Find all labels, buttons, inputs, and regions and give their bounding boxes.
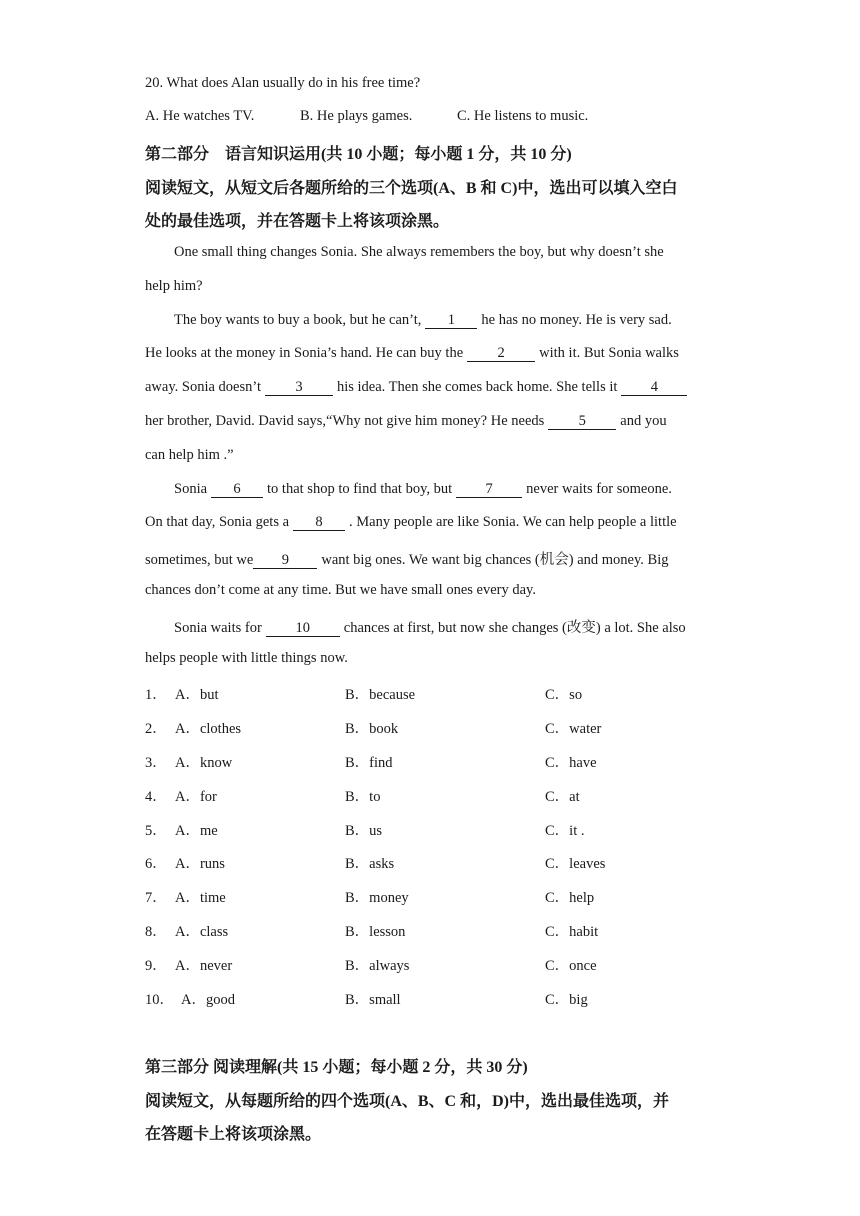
option-number: 7． (145, 890, 167, 906)
option-a: A．for (175, 789, 217, 805)
part3-instruction-line1: 阅读短文，从每题所给的四个选项(A、B、C 和，D)中，选出最佳选项，并 (145, 1093, 669, 1110)
passage-line: her brother, David. David says,“Why not give him money? He needs 5 and you (145, 413, 667, 429)
option-c: C．have (545, 755, 597, 771)
option-a: A. He watches TV. (145, 108, 255, 124)
option-b: B．asks (345, 856, 395, 872)
option-number: 2． (145, 721, 167, 737)
option-c: C．help (545, 890, 595, 906)
passage-line: On that day, Sonia gets a 8 . Many people are like Sonia. We can help people a little (145, 514, 677, 530)
blank-7: 7 (456, 481, 522, 498)
blank-10: 10 (266, 620, 340, 637)
option-b: B．always (345, 958, 410, 974)
passage-line: help him? (145, 278, 203, 294)
option-a: A．runs (175, 856, 225, 872)
option-number: 8． (145, 924, 167, 940)
options-row-1 (145, 683, 745, 703)
passage-line: can help him .” (145, 447, 234, 463)
option-a: A．but (175, 687, 219, 703)
passage-line: chances don’t come at any time. But we have small ones every day. (145, 582, 536, 598)
options-row-3 (145, 751, 745, 771)
option-c: C．at (545, 789, 580, 805)
option-a: A．me (175, 823, 218, 839)
option-b: B．lesson (345, 924, 406, 940)
option-c: C．so (545, 687, 583, 703)
blank-5: 5 (548, 413, 616, 430)
blank-2: 2 (467, 345, 535, 362)
blank-6: 6 (211, 481, 263, 498)
option-number: 6． (145, 856, 167, 872)
options-row-10 (145, 988, 745, 1008)
passage-line: He looks at the money in Sonia’s hand. He can buy the 2 with it. But Sonia walks (145, 345, 679, 361)
blank-8: 8 (293, 514, 345, 531)
option-b: B. He plays games. (300, 108, 413, 124)
option-a: A．clothes (175, 721, 242, 737)
option-b: B．to (345, 789, 381, 805)
option-a: A．good (181, 992, 235, 1008)
option-b: B．money (345, 890, 409, 906)
option-b: B．find (345, 755, 393, 771)
passage-line: sometimes, but we 9 want big ones. We want big chances (机会) and money. Big (145, 552, 669, 568)
option-a: A．time (175, 890, 226, 906)
part2-instruction-line2: 处的最佳选项，并在答题卡上将该项涂黑。 (145, 213, 450, 230)
option-a: A．class (175, 924, 229, 940)
option-b: B．small (345, 992, 401, 1008)
passage-line: helps people with little things now. (145, 650, 348, 666)
option-b: B．us (345, 823, 383, 839)
option-c: C. He listens to music. (457, 108, 589, 124)
option-b: B．book (345, 721, 399, 737)
option-a: A．know (175, 755, 233, 771)
option-number: 10． (145, 992, 174, 1008)
part3-heading: 第三部分 阅读理解(共 15 小题；每小题 2 分，共 30 分) (145, 1059, 528, 1076)
option-number: 3． (145, 755, 167, 771)
blank-3: 3 (265, 379, 333, 396)
option-number: 9． (145, 958, 167, 974)
passage-line: away. Sonia doesn’t 3 his idea. Then she comes back home. She tells it 4 (145, 379, 691, 396)
option-number: 1． (145, 687, 167, 703)
options-row-8 (145, 920, 745, 940)
option-c: C．leaves (545, 856, 606, 872)
options-row-9 (145, 954, 745, 974)
question-20-options (145, 108, 589, 125)
part2-heading: 第二部分 语言知识运用(共 10 小题；每小题 1 分，共 10 分) (145, 146, 572, 163)
option-c: C．it . (545, 823, 585, 839)
part3-instruction-line2: 在答题卡上将该项涂黑。 (145, 1126, 322, 1143)
passage-line: Sonia 6 to that shop to find that boy, but 7 never waits for someone. (174, 481, 672, 497)
options-row-4 (145, 785, 745, 805)
option-c: C．big (545, 992, 588, 1008)
option-a: A．never (175, 958, 233, 974)
blank-4: 4 (621, 379, 687, 396)
options-row-5 (145, 819, 745, 839)
option-c: C．habit (545, 924, 599, 940)
option-number: 5． (145, 823, 167, 839)
passage-line: Sonia waits for 10 chances at first, but now she changes (改变) a lot. She also (174, 620, 686, 636)
options-row-7 (145, 886, 745, 906)
passage-line: One small thing changes Sonia. She always remembers the boy, but why doesn’t she (174, 244, 664, 260)
option-number: 4． (145, 789, 167, 805)
blank-9: 9 (253, 552, 317, 569)
part2-instruction-line1: 阅读短文，从短文后各题所给的三个选项(A、B 和 C)中，选出可以填入空白 (145, 180, 678, 197)
options-row-6 (145, 852, 745, 872)
option-b: B．because (345, 687, 416, 703)
question-20: 20. What does Alan usually do in his free time? (145, 75, 421, 91)
options-row-2 (145, 717, 745, 737)
option-c: C．once (545, 958, 597, 974)
passage-line: The boy wants to buy a book, but he can’t, 1 he has no money. He is very sad. (174, 312, 672, 328)
blank-1: 1 (425, 312, 477, 329)
option-c: C．water (545, 721, 602, 737)
